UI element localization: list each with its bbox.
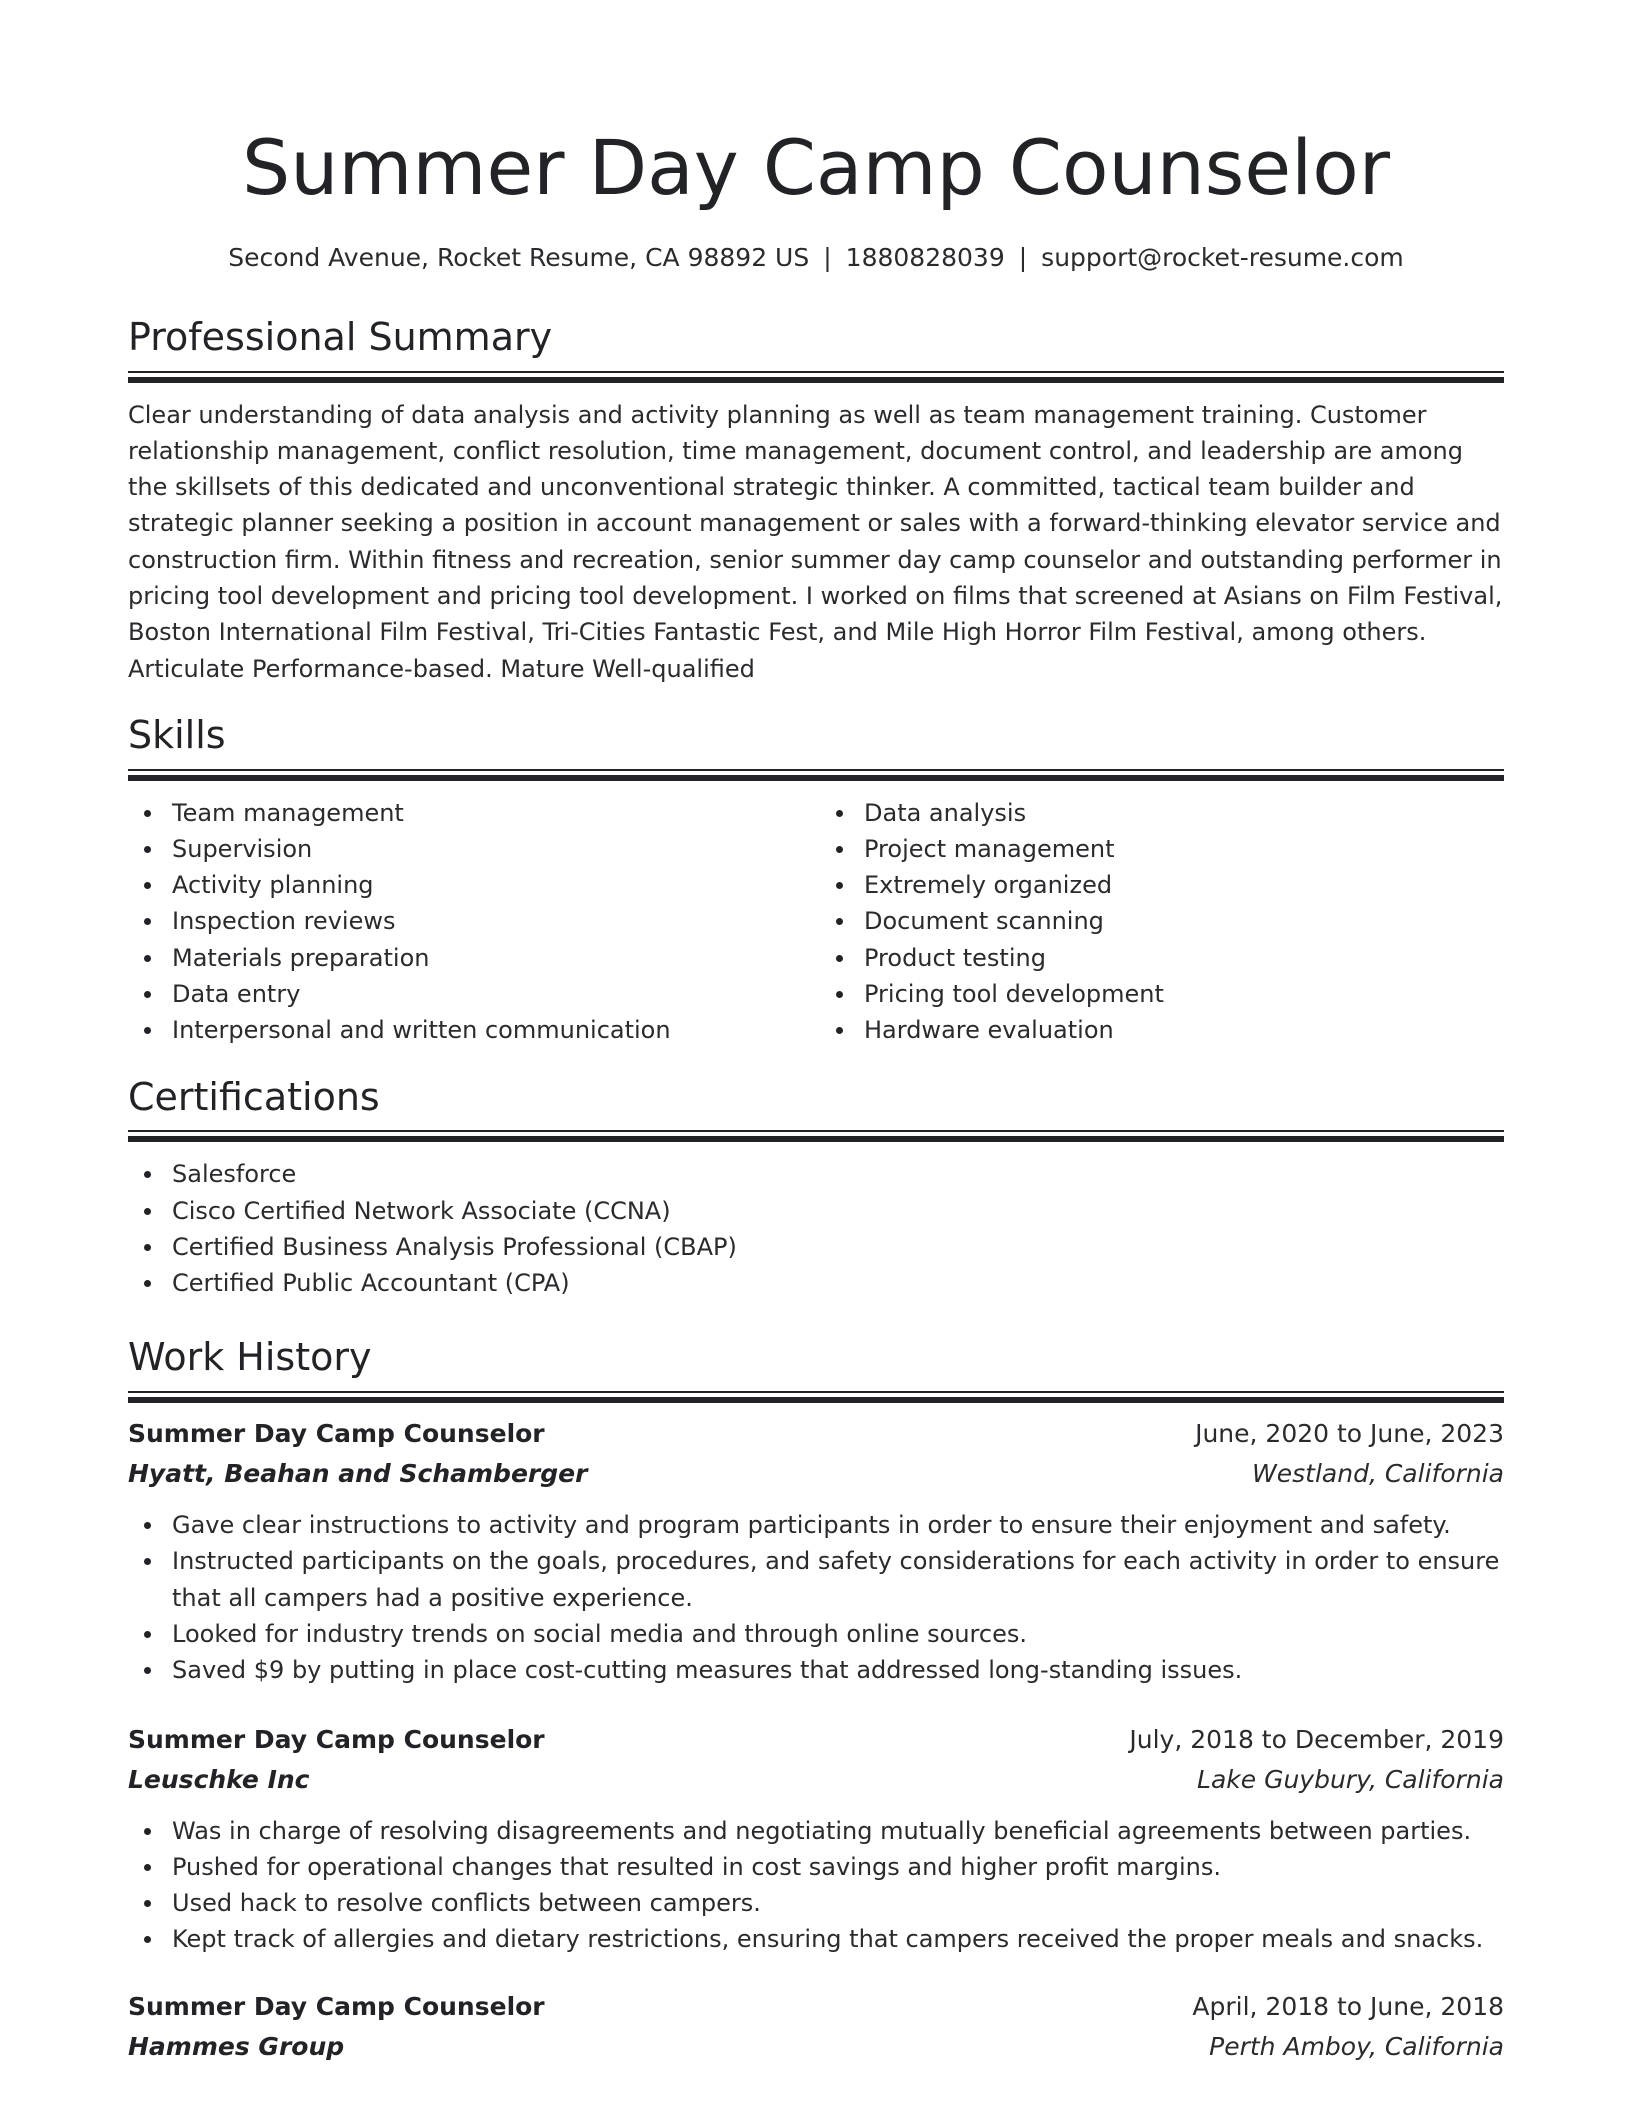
summary-text: Clear understanding of data analysis and activity planning as well as team management training. Customer relationship management, conflict resolution, time management, document control, and leadership are among the skillsets of this dedicated and unconventional strategic thinker. A committed, tactical team builder and strategic planner seeking a position in account management or sales with a forward-thinking elevator service and construction firm. Within fitness and recreation, senior summer day camp counselor and outstanding performer in pricing tool development and pricing tool development. I worked on films that screened at Asians on Film Festival, Boston International Film Festival, Tri-Cities Fantastic Fest, and Mile High Horror Film Festival, among others. Articulate Performance-based. Mature Well-qualified xyxy=(128,400,1503,683)
job-bullets xyxy=(128,1813,1504,1958)
job-bullet: Was in charge of resolving disagreements and negotiating mutually beneficial agreements between parties. xyxy=(172,1813,1504,1849)
certification-item: Certified Business Analysis Professional (CBAP) xyxy=(172,1229,1504,1265)
section-title-certifications: Certifications xyxy=(128,1074,380,1119)
certification-item: Cisco Certified Network Associate (CCNA) xyxy=(172,1193,1504,1229)
job-dates: April, 2018 to June, 2018 xyxy=(1192,1991,1504,2021)
job-company: Leuschke Inc xyxy=(128,1764,310,1794)
certification-item: Certified Public Accountant (CPA) xyxy=(172,1265,1504,1301)
skill-item: Interpersonal and written communication xyxy=(172,1012,812,1048)
job-header xyxy=(128,1419,1504,1449)
contact-email[interactable]: support@rocket-resume.com xyxy=(1041,243,1404,272)
section-title-summary: Professional Summary xyxy=(128,315,553,359)
skill-item: Data entry xyxy=(172,976,812,1012)
skill-item: Team management xyxy=(172,795,812,831)
skill-item: Document scanning xyxy=(864,903,1504,939)
skill-item: Supervision xyxy=(172,831,812,867)
job-bullets xyxy=(128,1507,1504,1688)
job-header xyxy=(128,1992,1504,2022)
job-title: Summer Day Camp Counselor xyxy=(128,1419,545,1449)
skill-item: Materials preparation xyxy=(172,940,812,976)
job-location: Lake Guybury, California xyxy=(1197,1764,1504,1794)
certifications-list xyxy=(128,1156,1504,1301)
section-divider xyxy=(128,769,1504,781)
skill-item: Activity planning xyxy=(172,867,812,903)
job-company: Hyatt, Beahan and Schamberger xyxy=(128,1459,588,1489)
job-entry xyxy=(128,1725,1504,1958)
job-company-row xyxy=(128,1765,1504,1795)
job-location: Westland, California xyxy=(1252,1459,1504,1489)
certification-item: Salesforce xyxy=(172,1156,1504,1192)
job-dates: June, 2020 to June, 2023 xyxy=(1195,1419,1504,1449)
skills-list-left xyxy=(128,795,812,1049)
resume-name: Summer Day Camp Counselor xyxy=(241,123,1391,212)
work-history-section xyxy=(128,1335,1504,2061)
job-bullet: Kept track of allergies and dietary restrictions, ensuring that campers received the proper meals and snacks. xyxy=(172,1921,1504,1957)
job-bullet: Instructed participants on the goals, procedures, and safety considerations for each activity in order to ensure that all campers had a positive experience. xyxy=(172,1543,1504,1616)
job-company-row xyxy=(128,1459,1504,1489)
job-company-row xyxy=(128,2032,1504,2062)
skill-item: Extremely organized xyxy=(864,867,1504,903)
job-entry xyxy=(128,1419,1504,1688)
job-dates: July, 2018 to December, 2019 xyxy=(1129,1724,1504,1754)
job-bullet: Pushed for operational changes that resulted in cost savings and higher profit margins. xyxy=(172,1849,1504,1885)
skills-grid xyxy=(128,795,1504,1049)
job-bullet: Gave clear instructions to activity and program participants in order to ensure their enjoyment and safety. xyxy=(172,1507,1504,1543)
skill-item: Project management xyxy=(864,831,1504,867)
skills-list-right xyxy=(812,795,1504,1049)
job-bullet: Used hack to resolve conflicts between campers. xyxy=(172,1885,1504,1921)
job-bullet: Looked for industry trends on social media and through online sources. xyxy=(172,1616,1504,1652)
contact-address: Second Avenue, Rocket Resume, CA 98892 US xyxy=(228,243,810,272)
job-bullet: Saved $9 by putting in place cost-cutting measures that addressed long-standing issues. xyxy=(172,1652,1504,1688)
skill-item: Product testing xyxy=(864,940,1504,976)
skill-item: Pricing tool development xyxy=(864,976,1504,1012)
section-divider xyxy=(128,1391,1504,1403)
job-company: Hammes Group xyxy=(128,2031,345,2061)
skills-section xyxy=(128,713,1504,1049)
job-title: Summer Day Camp Counselor xyxy=(128,1724,545,1754)
skill-item: Inspection reviews xyxy=(172,903,812,939)
job-header xyxy=(128,1725,1504,1755)
skill-item: Hardware evaluation xyxy=(864,1012,1504,1048)
section-title-skills: Skills xyxy=(128,712,226,757)
certifications-section xyxy=(128,1075,1504,1302)
contact-phone: 1880828039 xyxy=(845,243,1005,272)
job-title: Summer Day Camp Counselor xyxy=(128,1991,545,2021)
contact-separator: | xyxy=(1018,243,1028,272)
section-divider xyxy=(128,371,1504,383)
contact-line xyxy=(128,243,1504,273)
job-location: Perth Amboy, California xyxy=(1209,2031,1504,2061)
section-title-work-history: Work History xyxy=(128,1335,372,1380)
summary-section xyxy=(128,315,1504,687)
section-divider xyxy=(128,1130,1504,1142)
job-entry xyxy=(128,1992,1504,2062)
contact-separator: | xyxy=(823,243,832,272)
skill-item: Data analysis xyxy=(864,795,1504,831)
